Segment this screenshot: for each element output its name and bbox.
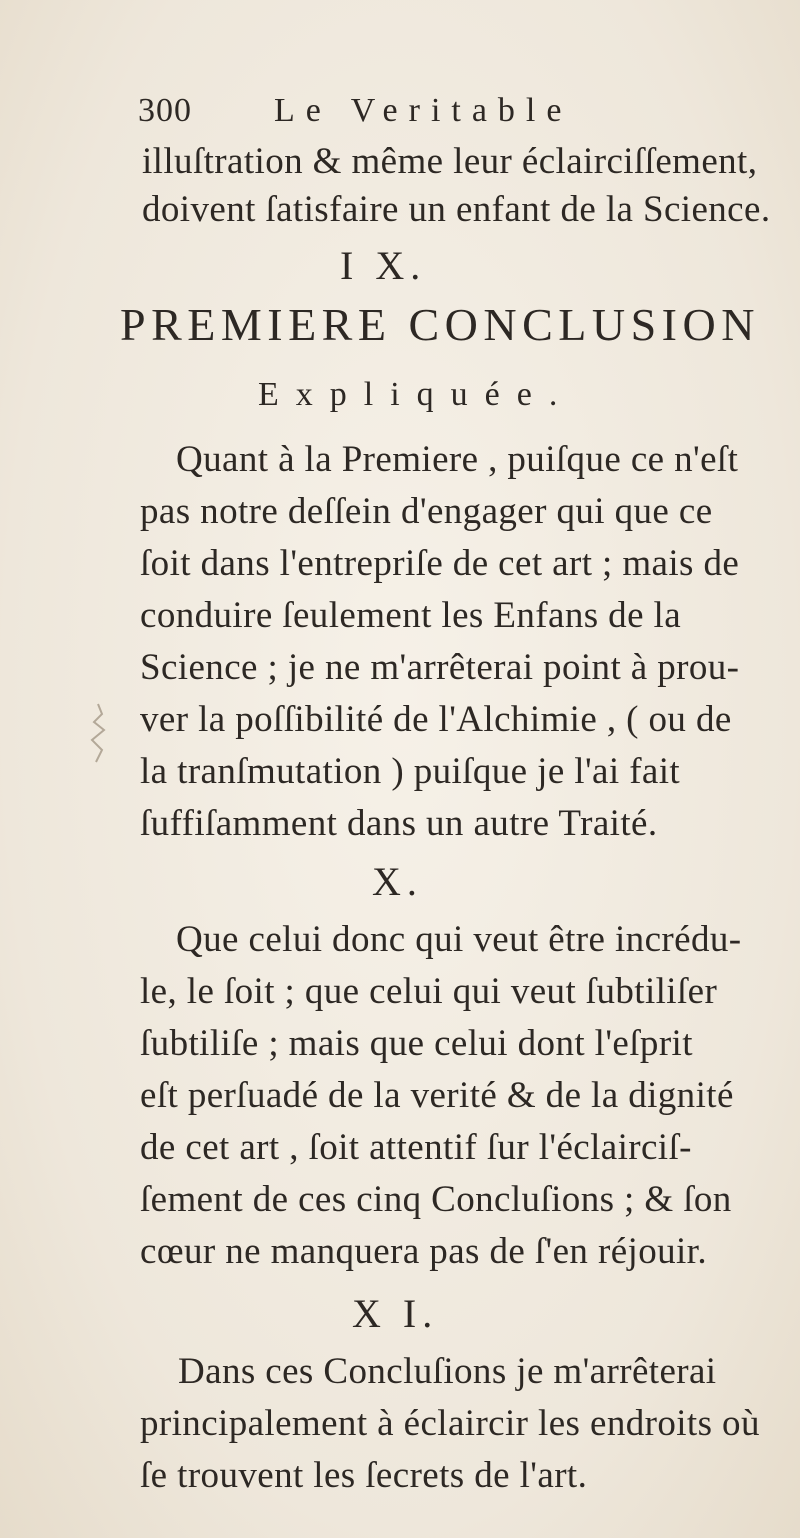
text-line: de cet art , ſoit attentif ſur l'éclairciſ- xyxy=(140,1127,692,1168)
page-number: 300 xyxy=(138,92,192,129)
text-line: ſuffiſamment dans un autre Traité. xyxy=(140,803,658,844)
page-header xyxy=(138,92,668,136)
text-line: eſt perſuadé de la verité & de la dignité xyxy=(140,1075,734,1116)
text-line: ſubtiliſe ; mais que celui dont l'eſprit xyxy=(140,1023,693,1064)
text-line: Science ; je ne m'arrêterai point à prou- xyxy=(140,647,740,688)
text-line: ver la poſſibilité de l'Alchimie , ( ou de xyxy=(140,699,732,740)
chapter-subheading: Expliquée. xyxy=(258,376,575,413)
text-line: ſe trouvent les ſecrets de l'art. xyxy=(140,1455,588,1496)
section-number: X. xyxy=(372,859,423,904)
text-line: Dans ces Concluſions je m'arrêterai xyxy=(178,1351,717,1392)
text-line: conduire ſeulement les Enfans de la xyxy=(140,595,682,636)
text-line: pas notre deſſein d'engager qui que ce xyxy=(140,491,713,532)
running-title: Le Veritable xyxy=(274,92,573,129)
text-line: illuſtration & même leur éclairciſſement, xyxy=(142,141,758,182)
text-line: Quant à la Premiere , puiſque ce n'eſt xyxy=(176,439,739,480)
text-line: ſoit dans l'entrepriſe de cet art ; mais de xyxy=(140,543,740,584)
text-line: cœur ne manquera pas de ſ'en réjouir. xyxy=(140,1231,707,1272)
text-line: le, le ſoit ; que celui qui veut ſubtiliſer xyxy=(140,971,718,1012)
section-number: X I. xyxy=(352,1291,439,1336)
text-line: ſement de ces cinq Concluſions ; & ſon xyxy=(140,1179,732,1220)
ink-stain xyxy=(84,700,112,770)
text-line: Que celui donc qui veut être incrédu- xyxy=(176,919,742,960)
text-line: doivent ſatisfaire un enfant de la Science. xyxy=(142,189,771,230)
text-line: la tranſmutation ) puiſque je l'ai fait xyxy=(140,751,681,792)
section-number: I X. xyxy=(340,243,427,288)
text-line: principalement à éclaircir les endroits où xyxy=(140,1403,760,1444)
chapter-heading: PREMIERE CONCLUSION xyxy=(120,299,760,350)
